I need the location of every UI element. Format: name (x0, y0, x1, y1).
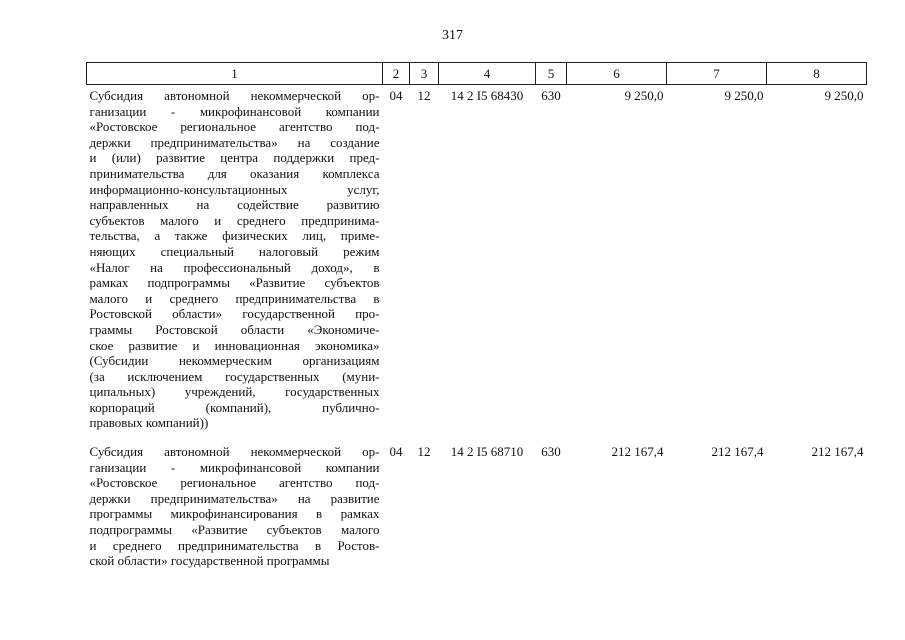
target-article-code: 14 2 I5 68710 (450, 444, 524, 460)
description-line: корпораций (компаний), публично- (89, 399, 380, 415)
column-header: 7 (667, 63, 767, 85)
description-line: правовых компаний)) (89, 415, 209, 431)
description-line: Субсидия автономной некоммерческой ор- (89, 444, 380, 460)
description-line: граммы Ростовской области «Экономиче- (89, 321, 380, 337)
table-header-row (87, 63, 867, 85)
description-line: рамках подпрограммы «Развитие субъектов (89, 275, 380, 291)
target-article-code: 14 2 I5 68430 (450, 88, 524, 103)
expense-type-code: 630 (541, 88, 561, 103)
description-line: держки предпринимательства» на создание (89, 134, 380, 150)
column-header: 4 (439, 63, 536, 85)
description-line: «Ростовское региональное агентство под- (89, 119, 380, 135)
description-line: (за исключением государственных (муни- (89, 368, 380, 384)
description-line: и среднего предпринимательства в Ростов- (89, 537, 380, 553)
description-line: (Субсидии некоммерческим организациям (89, 353, 380, 369)
column-header: 3 (410, 63, 439, 85)
description-line: малого и среднего предпринимательства в (89, 290, 380, 306)
amount-col-8: 9 250,0 (824, 88, 864, 103)
section-code: 04 (389, 88, 403, 103)
description-line: ской области» государственной программы (89, 553, 330, 569)
amount-col-8: 212 167,4 (811, 444, 864, 460)
section-code: 04 (389, 444, 403, 460)
description-line: ципальных) учреждений, государственных (89, 384, 380, 400)
description-line: Ростовской области» государственной про- (89, 306, 380, 322)
description-line: программы микрофинансирования в рамках (89, 506, 380, 522)
description-line: принимательства для оказания комплекса (89, 165, 380, 181)
description-line: направленных на содействие развитию (89, 197, 380, 213)
description-line: информационно-консультационных услуг, (89, 181, 380, 197)
description-line: ганизации - микрофинансовой компании (89, 459, 380, 475)
column-header: 1 (87, 63, 383, 85)
description-line: ганизации - микрофинансовой компании (89, 103, 380, 119)
description-line: субъектов малого и среднего предпринима- (89, 212, 380, 228)
amount-col-6: 9 250,0 (624, 88, 664, 103)
amount-col-7: 212 167,4 (711, 444, 764, 460)
description-line: «Налог на профессиональный доход», в (89, 259, 380, 275)
description-line: няющих специальный налоговый режим (89, 243, 380, 259)
table-row (87, 85, 867, 442)
page-number: 317 (442, 28, 463, 43)
expense-type-code: 630 (541, 444, 561, 460)
description-line: подпрограммы «Развитие субъектов малого (89, 522, 380, 538)
description-line: «Ростовское региональное агентство под- (89, 475, 380, 491)
description-line: Субсидия автономной некоммерческой ор- (89, 88, 380, 103)
amount-col-6: 212 167,4 (611, 444, 664, 460)
subsection-code: 12 (417, 88, 431, 103)
description-line: держки предпринимательства» на развитие (89, 490, 380, 506)
description-line: и (или) развитие центра поддержки пред- (89, 150, 380, 166)
table-row (87, 441, 867, 579)
budget-table (86, 62, 867, 579)
column-header: 5 (536, 63, 567, 85)
subsection-code: 12 (417, 444, 431, 460)
column-header: 2 (383, 63, 410, 85)
column-header: 8 (767, 63, 867, 85)
column-header: 6 (567, 63, 667, 85)
description-line: тельства, а также физических лиц, приме- (89, 228, 380, 244)
description-line: ское развитие и инновационная экономика» (89, 337, 380, 353)
row-description (87, 85, 383, 442)
row-description (87, 441, 383, 579)
amount-col-7: 9 250,0 (724, 88, 764, 103)
